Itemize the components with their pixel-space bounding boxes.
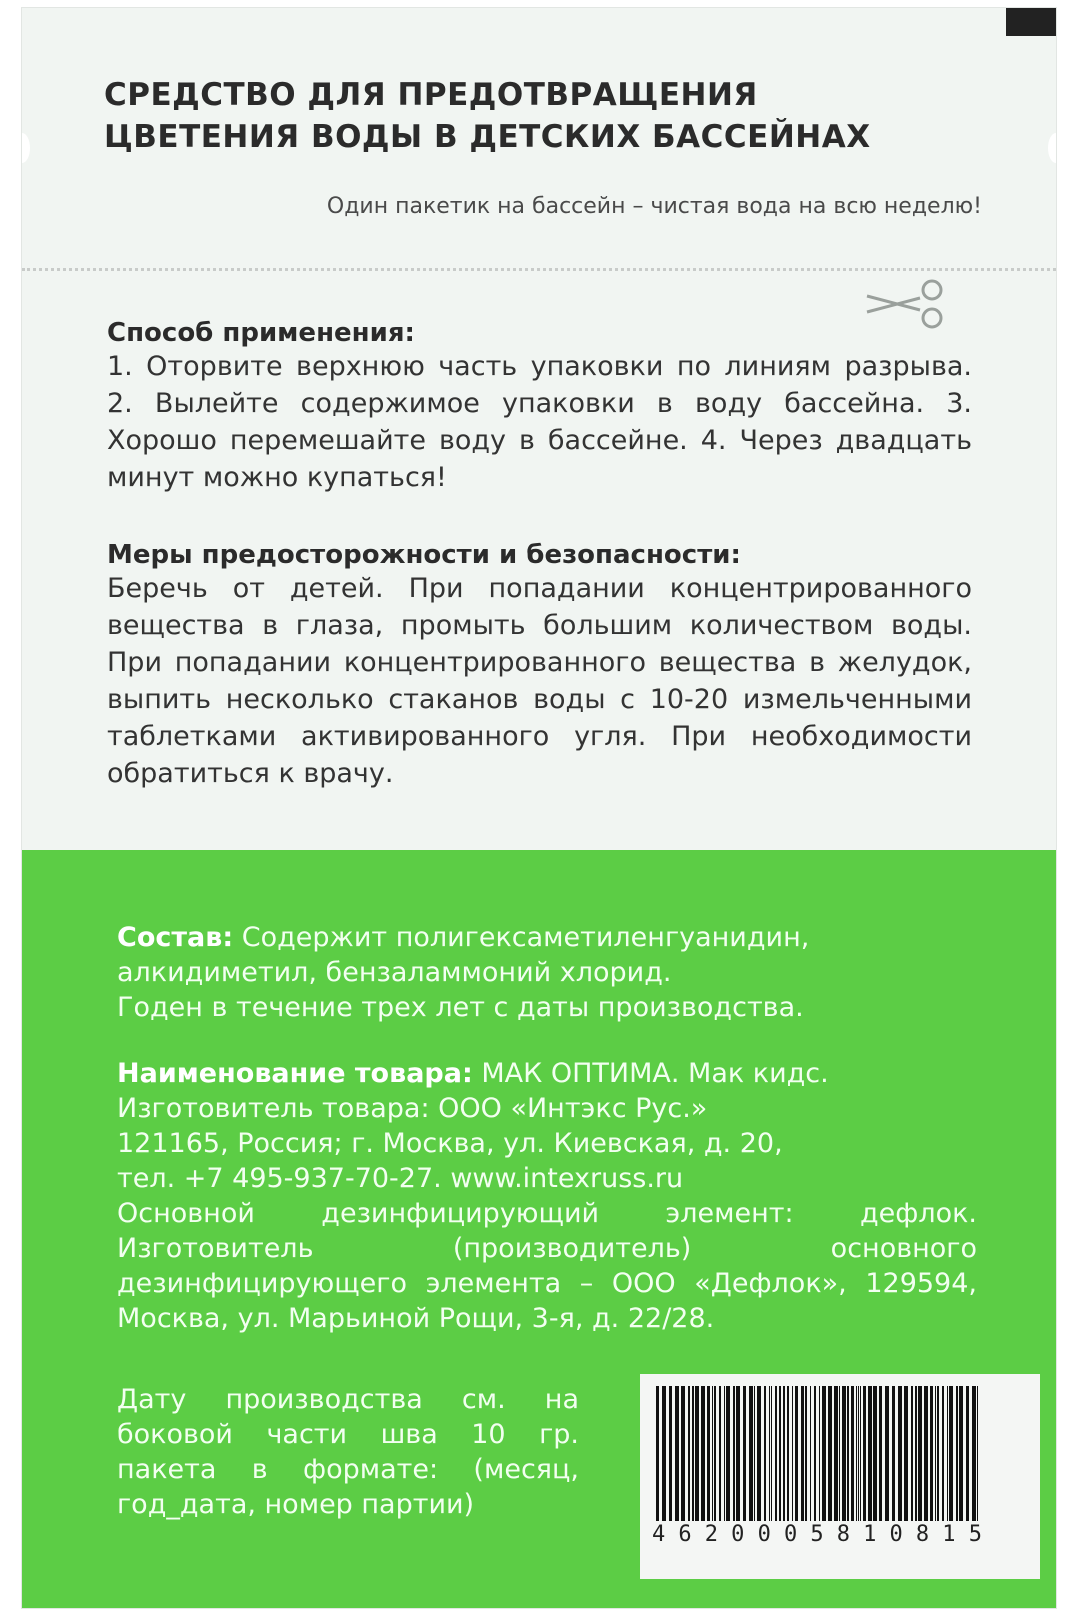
title-line-1: СРЕДСТВО ДЛЯ ПРЕДОТВРАЩЕНИЯ <box>104 77 758 113</box>
barcode-bar <box>828 1386 832 1521</box>
barcode-bar <box>834 1386 838 1521</box>
barcode-digit: 0 <box>889 1522 903 1547</box>
barcode-digit: 6 <box>678 1522 692 1547</box>
barcode-bar <box>688 1386 690 1521</box>
usage-section <box>107 318 972 496</box>
manufacturer: Изготовитель товара: ООО «Интэкс Рус.» <box>117 1093 708 1124</box>
title-line-2: ЦВЕТЕНИЯ ВОДЫ В ДЕТСКИХ БАССЕЙНАХ <box>104 119 871 155</box>
barcode-bar <box>937 1386 939 1521</box>
barcode-bar <box>977 1386 978 1521</box>
barcode-bar <box>863 1386 866 1521</box>
barcode-bar <box>771 1386 772 1521</box>
barcode-bar <box>873 1386 877 1521</box>
barcode-bar <box>675 1386 679 1521</box>
barcode-bar <box>724 1386 725 1521</box>
barcode-bar <box>839 1386 840 1521</box>
barcode-bar <box>805 1386 807 1521</box>
package-corner <box>1006 8 1056 36</box>
barcode-bar <box>966 1386 969 1521</box>
barcode-bar <box>972 1386 976 1521</box>
barcode-bar <box>911 1386 913 1521</box>
barcode-bar <box>842 1386 846 1521</box>
barcode-digit: 1 <box>863 1522 877 1547</box>
barcode-box <box>640 1374 1040 1579</box>
tear-notch-right <box>1048 133 1056 163</box>
barcode-bar <box>822 1386 826 1521</box>
barcode-digit: 1 <box>942 1522 956 1547</box>
product-info-section <box>117 1056 977 1336</box>
barcode-bar <box>787 1386 789 1521</box>
barcode <box>652 1386 982 1521</box>
barcode-bar <box>754 1386 755 1521</box>
barcode-bar <box>819 1386 820 1521</box>
barcode-bar <box>695 1386 699 1521</box>
safety-text: Беречь от детей. При попадании концентрированного вещества в глаза, промыть большим количеством воды. При попадании концентрированного вещества в желудок, выпить несколько стаканов воды с 10-20 измельченными таблетками активированного угля. При необходимости обратиться к врачу. <box>107 573 972 789</box>
barcode-bar <box>701 1386 705 1521</box>
barcode-bar <box>959 1386 963 1521</box>
barcode-bar <box>769 1386 770 1521</box>
barcode-bar <box>749 1386 753 1521</box>
barcode-digit: 8 <box>836 1522 850 1547</box>
manufacturer-contacts: тел. +7 495-937-70-27. www.intexruss.ru <box>117 1163 684 1194</box>
barcode-digit: 5 <box>810 1522 824 1547</box>
barcode-digit: 5 <box>968 1522 982 1547</box>
barcode-bar <box>795 1386 798 1521</box>
barcode-bar <box>714 1386 716 1521</box>
barcode-bar <box>719 1386 721 1521</box>
barcode-bar <box>858 1386 859 1521</box>
composition-line-3: Годен в течение трех лет с даты производства. <box>117 992 804 1023</box>
barcode-bar <box>692 1386 694 1521</box>
barcode-bar <box>885 1386 889 1521</box>
info-panel <box>22 850 1056 1608</box>
usage-heading: Способ применения: <box>107 318 415 348</box>
barcode-bar <box>892 1386 895 1521</box>
barcode-digit: 2 <box>704 1522 719 1547</box>
barcode-digit: 0 <box>757 1522 771 1547</box>
barcode-bar <box>918 1386 922 1521</box>
barcode-digit: 0 <box>783 1522 798 1547</box>
barcode-digits <box>652 1522 982 1547</box>
barcode-bar <box>743 1386 746 1521</box>
barcode-bar <box>942 1386 944 1521</box>
barcode-bar <box>775 1386 777 1521</box>
product-title <box>104 74 1004 158</box>
barcode-bar <box>783 1386 785 1521</box>
barcode-bar <box>904 1386 908 1521</box>
barcode-bar <box>956 1386 958 1521</box>
barcode-bar <box>801 1386 804 1521</box>
barcode-bar <box>851 1386 854 1521</box>
usage-text: 1. Оторвите верхнюю часть упаковки по линиям разрыва. 2. Вылейте содержимое упаковки в воду бассейна. 3. Хорошо перемешайте воду в бассейне. 4. Через двадцать минут можно купаться! <box>107 351 972 493</box>
barcode-digit: 4 <box>652 1522 666 1547</box>
barcode-bar <box>656 1386 659 1521</box>
composition-line-2: алкидиметил, бензаламмоний хлорид. <box>117 957 672 988</box>
barcode-bar <box>847 1386 849 1521</box>
composition-section <box>117 920 977 1025</box>
product-label: Наименование товара: <box>117 1058 473 1089</box>
safety-heading: Меры предосторожности и безопасности: <box>107 540 741 570</box>
barcode-bar <box>814 1386 816 1521</box>
safety-section <box>107 540 972 792</box>
tear-notch-left <box>22 133 30 163</box>
sachet-back <box>22 8 1056 1608</box>
barcode-bar <box>712 1386 713 1521</box>
disinfectant-element-info: Основной дезинфицирующий элемент: дефлок. Изготовитель (производитель) основного дезинфицирующего элемента – ООО «Дефлок», 129594, Москва, ул. Марьиной Рощи, 3-я, д. 22/28. <box>117 1198 977 1334</box>
barcode-digit: 8 <box>915 1522 930 1547</box>
barcode-bar <box>860 1386 861 1521</box>
barcode-bar <box>915 1386 917 1521</box>
barcode-bar <box>681 1386 685 1521</box>
barcode-bar <box>707 1386 710 1521</box>
barcode-bar <box>868 1386 872 1521</box>
barcode-bar <box>669 1386 672 1521</box>
composition-line-1: Содержит полигексаметиленгуанидин, <box>241 922 810 953</box>
composition-label: Состав: <box>117 922 234 953</box>
barcode-bar <box>856 1386 857 1521</box>
barcode-digit: 0 <box>731 1522 745 1547</box>
slogan: Один пакетик на бассейн – чистая вода на всю неделю! <box>326 194 982 219</box>
barcode-bar <box>733 1386 735 1521</box>
tear-line <box>22 268 1056 271</box>
barcode-bar <box>924 1386 928 1521</box>
barcode-bar <box>935 1386 936 1521</box>
barcode-bar <box>757 1386 761 1521</box>
barcode-bar <box>779 1386 781 1521</box>
barcode-bar <box>764 1386 766 1521</box>
barcode-bar <box>947 1386 948 1521</box>
barcode-bar <box>792 1386 793 1521</box>
barcode-bar <box>930 1386 933 1521</box>
barcode-bar <box>726 1386 730 1521</box>
barcode-bar <box>898 1386 902 1521</box>
product-name: МАК ОПТИМА. Мак кидс. <box>481 1058 829 1089</box>
barcode-bar <box>879 1386 882 1521</box>
barcode-bar <box>810 1386 811 1521</box>
barcode-bar <box>949 1386 953 1521</box>
barcode-bar <box>736 1386 740 1521</box>
barcode-bar <box>662 1386 666 1521</box>
production-date-note: Дату производства см. на боковой части шва 10 гр. пакета в формате: (месяц, год_дата, номер партии) <box>117 1384 579 1520</box>
manufacturer-address: 121165, Россия; г. Москва, ул. Киевская, д. 20, <box>117 1128 783 1159</box>
